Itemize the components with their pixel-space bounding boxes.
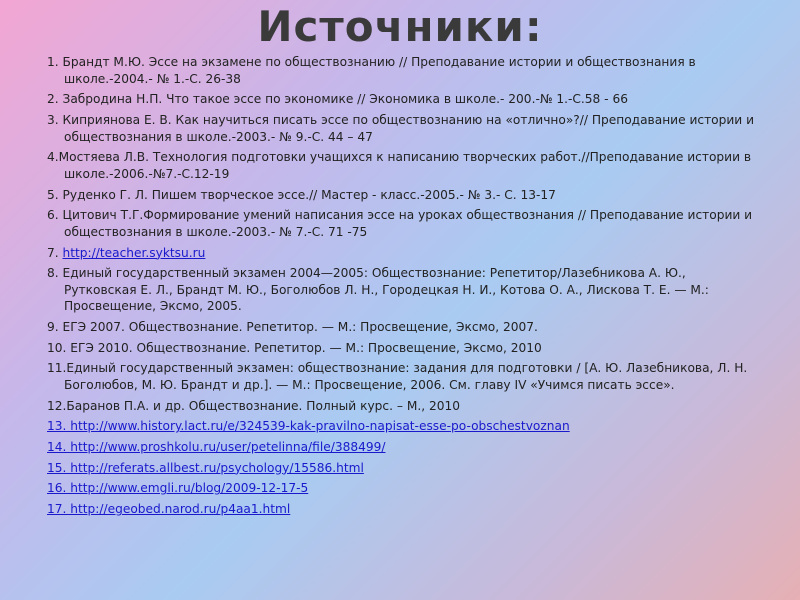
reference-link-17[interactable]: 17. http://egeobed.narod.ru/p4aa1.html <box>47 502 291 517</box>
reference-item-1: 1. Брандт М.Ю. Эссе на экзамене по обществознанию // Преподавание истории и обществознания в школе.-2004.- № 1.-С. 26-38 <box>47 55 696 86</box>
reference-link-7[interactable]: http://teacher.syktsu.ru <box>62 245 206 260</box>
reference-item-4: 4.Мостяева Л.В. Технология подготовки учащихся к написанию творческих работ.//Преподавание истории в школе.-2006.-№7.-С.12-19 <box>47 150 752 181</box>
reference-item-7 <box>47 245 757 262</box>
reference-item-3: 3. Киприянова Е. В. Как научиться писать эссе по обществознанию на «отлично»?// Преподавание истории и обществознания в школе.-2003.- № 9.-С. 44 – 47 <box>47 112 755 144</box>
references-list <box>47 54 757 522</box>
reference-item-16 <box>47 480 757 497</box>
reference-item-11: 11.Единый государственный экзамен: обществознание: задания для подготовки / [А. Ю. Лазебникова, Л. Н. Боголюбов, М. Ю. Брандт и др.]. — М.: Просвещение, 2006. См. главу IV «Учимся писать эссе». <box>47 361 748 393</box>
reference-item-14 <box>47 439 757 456</box>
reference-item-10: 10. ЕГЭ 2010. Обществознание. Репетитор. — М.: Просвещение, Эксмо, 2010 <box>47 340 542 355</box>
reference-item-5: 5. Руденко Г. Л. Пишем творческое эссе.// Мастер - класс.-2005.- № 3.- С. 13-17 <box>47 187 556 202</box>
reference-link-14[interactable]: 14. http://www.proshkolu.ru/user/petelinna/file/388499/ <box>47 440 386 455</box>
reference-item-13 <box>47 418 757 435</box>
reference-link-16[interactable]: 16. http://www.emgli.ru/blog/2009-12-17-5 <box>47 481 309 496</box>
reference-item-9: 9. ЕГЭ 2007. Обществознание. Репетитор. — М.: Просвещение, Эксмо, 2007. <box>47 320 538 335</box>
reference-item-12: 12.Баранов П.А. и др. Обществознание. Полный курс. – М., 2010 <box>47 398 460 413</box>
reference-item-2: 2. Забродина Н.П. Что такое эссе по экономике // Экономика в школе.- 200.-№ 1.-С.58 - 66 <box>47 92 628 107</box>
reference-item-17 <box>47 501 757 518</box>
reference-item-15 <box>47 460 757 477</box>
reference-link-13[interactable]: 13. http://www.history.lact.ru/e/324539-kak-pravilno-napisat-esse-po-obschestvoznan <box>47 419 570 434</box>
reference-item-8: 8. Единый государственный экзамен 2004—2005: Обществознание: Репетитор/Лазебникова А. Ю., Рутковская Е. Л., Брандт М. Ю., Боголюбов Л. Н., Городецкая Н. И., Котова О. А., Лискова Т. Е. — М.: Просвещение, Эксмо, 2005. <box>47 266 709 314</box>
reference-link-15[interactable]: 15. http://referats.allbest.ru/psychology/15586.html <box>47 460 364 475</box>
slide-title: Источники: <box>257 2 543 51</box>
reference-item-7-prefix: 7. <box>47 245 63 260</box>
reference-item-6: 6. Цитович Т.Г.Формирование умений написания эссе на уроках обществознания // Преподавание истории и обществознания в школе.-2003.- № 7.-С. 71 -75 <box>47 208 753 239</box>
